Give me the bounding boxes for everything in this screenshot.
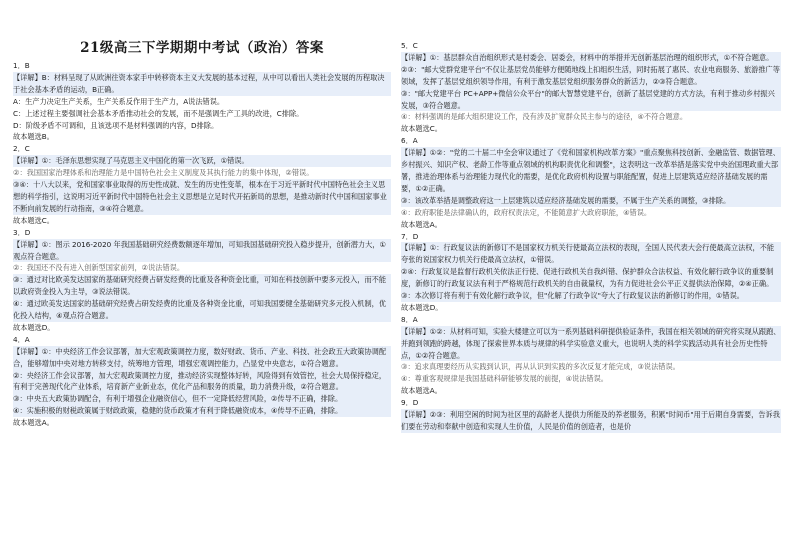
right-paragraph: ④：材料强调的是邮大组织建设工作，没有涉及扩宽群众民主参与的途径，④不符合题意。	[401, 112, 688, 122]
right-paragraph: ②③："邮大党群党建平台"不仅让基层党员能够方便随地线上扣组织生活，同时拓展了惠民、农业电商服务、旅游推广等领域，发挥了基层党组织领导作用，有利于激发基层党组织服务群众的新活力，②③符合题意。	[401, 64, 780, 86]
left-paragraph: 3．D	[13, 227, 31, 237]
right-paragraph: 6．A	[401, 136, 418, 146]
right-paragraph: 【详解】①②："党的二十届二中全会审议通过了《党和国家机构改革方案》"重点聚焦科技创新、金融监管、数据管理、乡村振兴、知识产权、老龄工作等重点领域的机构职责优化和调整"，这表明这一改革举措是落实党中央治国理政重大部署，推进治理体系与治理能力现代化的需要，是优化政府机构设置与职能配置，促进上层建筑适应经济基础发展的需要，①②正确。	[401, 148, 780, 193]
left-column	[13, 0, 391, 429]
right-paragraph: ③："邮大党建平台 PC+APP+微信公众平台"的邮大智慧党建平台，创新了基层党建的方式方法，有利于推动乡村振兴发展，③符合题意。	[401, 88, 781, 112]
left-paragraph: ③：中央五大政策协调配合，有利于增强企业融资信心，但不一定降低经营风险，②传导不正确，排除。	[13, 393, 391, 405]
right-paragraph: 故本题选D。	[401, 302, 443, 312]
left-paragraph: C：上述过程主要强调社会基本矛盾推动社会的发展，而不是强调生产工具的改进，C排除。	[13, 108, 304, 118]
right-paragraph: 【详解】②③：利用空闲的时间为社区里的高龄老人提供力所能及的养老服务，积累"时间币"用于后期自身需要，告诉我们要在劳动和奉献中创造和实现人生价值，人民是价值的创造者，也是价	[401, 410, 780, 431]
left-paragraph: ④：通过欧美发达国家的基础研究经费占研发经费的比重及各种资金比重，可知我国要健全基础研究多元投入机制，优化投入结构，④观点符合题意。	[13, 298, 391, 322]
right-paragraph: 故本题选A。	[401, 219, 442, 229]
left-paragraph: ③：通过对比欧美发达国家的基础研究经费占研发经费的比重及各种资金比重，可知在科技创新中要多元投入，而不能以政府资金投入为主导，③说法错误。	[13, 274, 391, 298]
right-paragraph: 【详解】①：基层群众自治组织形式是村委会、居委会，材料中的举措并无创新基层治理的组织形式，①不符合题意。	[401, 52, 781, 64]
right-paragraph: 7．D	[401, 231, 419, 241]
right-paragraph: 8．A	[401, 314, 418, 324]
left-paragraph: ③④：十八大以来，党和国家事业取得的历史性成就、发生的历史性变革，根本在于习近平新时代中国特色社会主义思想的科学指引，这说明习近平新时代中国特色社会主义思想是立足时代开拓新局的思想，是推动新时代中国和国家事业不断向前发展的行动指南，③④符合题意。	[13, 179, 391, 215]
left-paragraph: 2．C	[13, 144, 30, 154]
left-paragraph: 故本题选D。	[13, 322, 55, 332]
right-paragraph: 故本题选A。	[401, 386, 442, 396]
right-paragraph: ③：本次修订将有利于有效化解行政争议，但"化解了行政争议"夸大了行政复议法的新修订的作用，①错误。	[401, 290, 781, 302]
left-paragraph: 故本题选A。	[13, 418, 54, 428]
right-paragraph: 9．D	[401, 398, 419, 408]
left-paragraph: ②：我国国家治理体系和治理能力是中国特色社会主义制度及其执行能力的集中体现，②错误。	[13, 168, 314, 178]
left-paragraph: ④：实施积极的财税政策属于财政政策，稳健的货币政策才有利于降低融资成本，④传导不正确，排除。	[13, 405, 391, 417]
right-paragraph: ③：该改革举措是调整政府这一上层建筑以适应经济基础发展的需要，不属于生产关系的调整，③排除。	[401, 195, 781, 207]
right-paragraph: ④：尊重客观规律是我国基础科研能够发展的前提，④说法错误。	[401, 374, 608, 384]
left-paragraph: 1．B	[13, 61, 30, 70]
left-paragraph: 【详解】①：中央经济工作会议部署，加大宏观政策调控力度，数好财政、货币、产业、科技、社会政五大政策协调配合，能够增加中央对地方转移支付，统筹地方管理，增强宏观调控能力，凸显党中央意志，①符合题意。	[13, 346, 391, 370]
left-paragraph: 4．A	[13, 334, 30, 344]
right-column-body	[401, 40, 781, 433]
right-column	[401, 0, 781, 433]
left-paragraph: ②：我国还不没有进入创新型国家前列，②说法错误。	[13, 263, 185, 273]
right-paragraph: 故本题选C。	[401, 124, 442, 134]
right-paragraph: ④：政府职能是法律确认的，政府权责法定，不能随意扩大政府职能，④错误。	[401, 207, 652, 217]
left-column-body	[13, 60, 391, 429]
left-paragraph: 故本题选C。	[13, 215, 54, 225]
left-paragraph: A：生产力决定生产关系，生产关系反作用于生产力，A说法错误。	[13, 96, 225, 106]
right-paragraph: 【详解】①：行政复议法的新修订不是国家权力机关行使最高立法权的表现，全国人民代表大会行使最高立法权，不能夸张的说国家权力机关行使最高立法权，①错误。	[401, 242, 781, 266]
page-title: 21级高三下学期期中考试（政治）答案	[80, 40, 324, 56]
right-paragraph: 5．C	[401, 41, 418, 50]
left-paragraph: 【详解】B：材料呈现了从欧洲往资本家手中转移资本主义大发展的基本过程，从中可以看出人类社会发展的历程取决于社会基本矛盾的运动，B正确。	[13, 72, 391, 96]
right-paragraph: 【详解】①②：从材料可知，实验大楼建立可以为一系列基础科研提供验证条件，我国在相关领域的研究将实现从跟跑、并跑到领跑的跨越，体现了探索世界本质与规律的科学实验意义重大，也说明人类的科学实践活动具有社会历史性特点，①②符合题意。	[401, 326, 781, 360]
right-paragraph: ②④：行政复议是监督行政机关依法正行使、促进行政机关自我纠错、保护群众合法权益、有效化解行政争议的重要制度，新修订的行政复议法有利于严格规范行政机关的自由裁量权，为有力促进社会公平正义提供法治保障，②④正确。	[401, 266, 781, 290]
right-paragraph: ③：追求真理要经历从实践到认识，再从认识到实践的多次反复才能完成，③说法错误。	[401, 362, 680, 372]
left-paragraph: ②：央经济工作会议部署，加大宏观政策调控力度，推动经济实现整体好转，风险得到有效管控，社会大局保持稳定，有利于完善现代化产业体系，培育新产业新业态，优化产品和服务的质量，助力消费升级，②符合题意。	[13, 370, 391, 394]
left-paragraph: D：阶级矛盾不可调和，且该选项不是材料强调的内容，D排除。	[13, 120, 219, 130]
left-paragraph: 【详解】①：图示 2016-2020 年我国基础研究经费数额逐年增加，可知我国基础研究投入稳步提升，创新潜力大，①观点符合题意。	[13, 239, 391, 263]
left-paragraph: 【详解】①：毛泽东思想实现了马克思主义中国化的第一次飞跃，①错误。	[13, 155, 391, 167]
left-paragraph: 故本题选B。	[13, 132, 54, 142]
